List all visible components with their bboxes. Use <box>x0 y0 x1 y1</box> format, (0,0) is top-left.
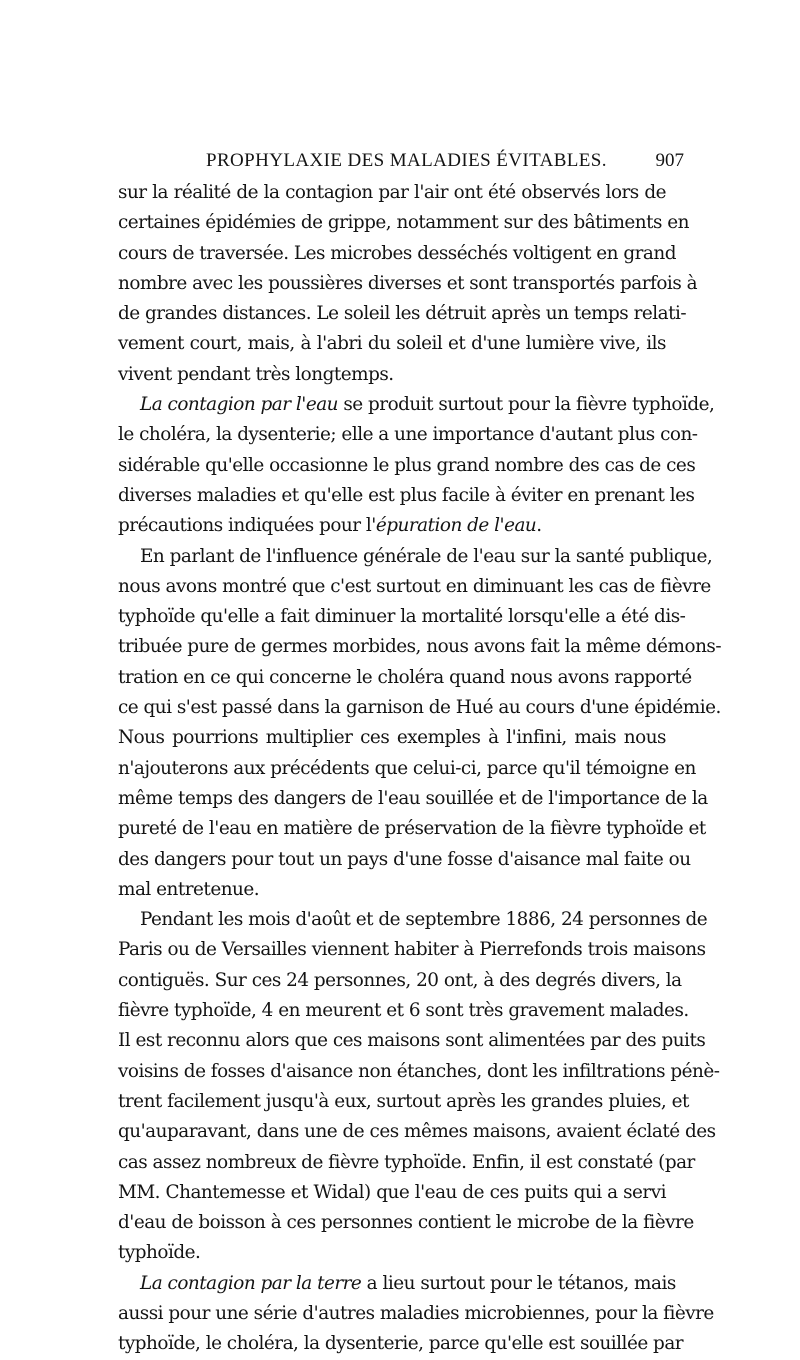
text-line: n'ajouterons aux précédents que celui-ci, parce qu'il témoigne en <box>118 757 696 779</box>
page-number: 907 <box>655 150 684 171</box>
text-line: aussi pour une série d'autres maladies microbiennes, pour la fièvre <box>118 1302 714 1324</box>
text-line: cours de traversée. Les microbes desséchés voltigent en grand <box>118 242 677 264</box>
text-run: . <box>536 515 542 537</box>
text-line <box>118 390 715 420</box>
text-line: nombre avec les poussières diverses et sont transportés parfois à <box>118 272 698 294</box>
text-line: tribuée pure de germes morbides, nous avons fait la même démons- <box>118 636 722 658</box>
text-line: voisins de fosses d'aisance non étanches, dont les infiltrations pénè- <box>118 1060 720 1082</box>
text-line: Nous pourrions multiplier ces exemples à l'infini, mais nous <box>118 727 666 749</box>
text-line: sur la réalité de la contagion par l'air ont été observés lors de <box>118 182 666 203</box>
text-line: certaines épidémies de grippe, notamment sur des bâtiments en <box>118 212 690 234</box>
text-line: trent facilement jusqu'à eux, surtout après les grandes pluies, et <box>118 1090 689 1112</box>
text-line: vivent pendant très longtemps. <box>118 363 394 385</box>
text-line <box>118 511 666 541</box>
text-line: sidérable qu'elle occasionne le plus grand nombre des cas de ces <box>118 454 696 476</box>
text-line: mal entretenue. <box>118 878 260 900</box>
page-header <box>118 150 684 174</box>
text-line: de grandes distances. Le soleil les détruit après un temps relati- <box>118 303 687 325</box>
running-title: PROPHYLAXIE DES MALADIES ÉVITABLES. <box>206 150 607 171</box>
text-line: Il est reconnu alors que ces maisons sont alimentées par des puits <box>118 1030 706 1052</box>
paragraph-4 <box>118 905 720 1269</box>
text-line: Pendant les mois d'août et de septembre 1886, 24 personnes de <box>140 909 708 931</box>
text-line: En parlant de l'influence générale de l'eau sur la santé publique, <box>140 545 713 567</box>
text-line: tration en ce qui concerne le choléra quand nous avons rapporté <box>118 666 692 688</box>
text-line: diverses maladies et qu'elle est plus facile à éviter en prenant les <box>118 484 695 506</box>
text-line: pureté de l'eau en matière de préservation de la fièvre typhoïde et <box>118 818 706 840</box>
italic-term: épuration de l'eau <box>375 515 537 537</box>
text-line: même temps des dangers de l'eau souillée et de l'importance de la <box>118 787 708 809</box>
text-line: des dangers pour tout un pays d'une fosse d'aisance mal faite ou <box>118 848 691 870</box>
text-line: vement court, mais, à l'abri du soleil et d'une lumière vive, ils <box>118 333 666 355</box>
text-run: précautions indiquées pour l' <box>118 515 376 537</box>
text-line: d'eau de boisson à ces personnes contient le microbe de la fièvre <box>118 1212 694 1234</box>
text-line: MM. Chantemesse et Widal) que l'eau de ces puits qui a servi <box>118 1181 666 1203</box>
text-line: qu'auparavant, dans une de ces mêmes maisons, avaient éclaté des <box>118 1121 716 1143</box>
text-line <box>118 1269 676 1299</box>
body-text <box>118 178 722 1360</box>
text-line: fièvre typhoïde, 4 en meurent et 6 sont très gravement malades. <box>118 1000 689 1022</box>
text-line: Paris ou de Versailles viennent habiter à Pierrefonds trois maisons <box>118 939 706 961</box>
paragraph-1 <box>118 178 698 390</box>
text-run: a lieu surtout pour le tétanos, mais <box>361 1272 676 1294</box>
paragraph-3 <box>118 542 722 906</box>
text-line: le choléra, la dysenterie; elle a une importance d'autant plus con- <box>118 424 698 446</box>
italic-heading: La contagion par la terre <box>140 1272 362 1294</box>
text-line: typhoïde, le choléra, la dysenterie, parce qu'elle est souillée par <box>118 1333 684 1355</box>
paragraph-5 <box>118 1269 714 1360</box>
text-line: ce qui s'est passé dans la garnison de Hué au cours d'une épidémie. <box>118 697 721 719</box>
text-line: contiguës. Sur ces 24 personnes, 20 ont, à des degrés divers, la <box>118 969 682 991</box>
text-run: se produit surtout pour la fièvre typhoïde, <box>338 394 715 416</box>
text-line: cas assez nombreux de fièvre typhoïde. Enfin, il est constaté (par <box>118 1151 695 1173</box>
paragraph-2 <box>118 390 715 541</box>
text-line: typhoïde qu'elle a fait diminuer la mortalité lorsqu'elle a été dis- <box>118 606 686 628</box>
italic-heading: La contagion par l'eau <box>140 394 339 416</box>
text-line: typhoïde. <box>118 1242 201 1264</box>
text-line: nous avons montré que c'est surtout en diminuant les cas de fièvre <box>118 575 711 597</box>
